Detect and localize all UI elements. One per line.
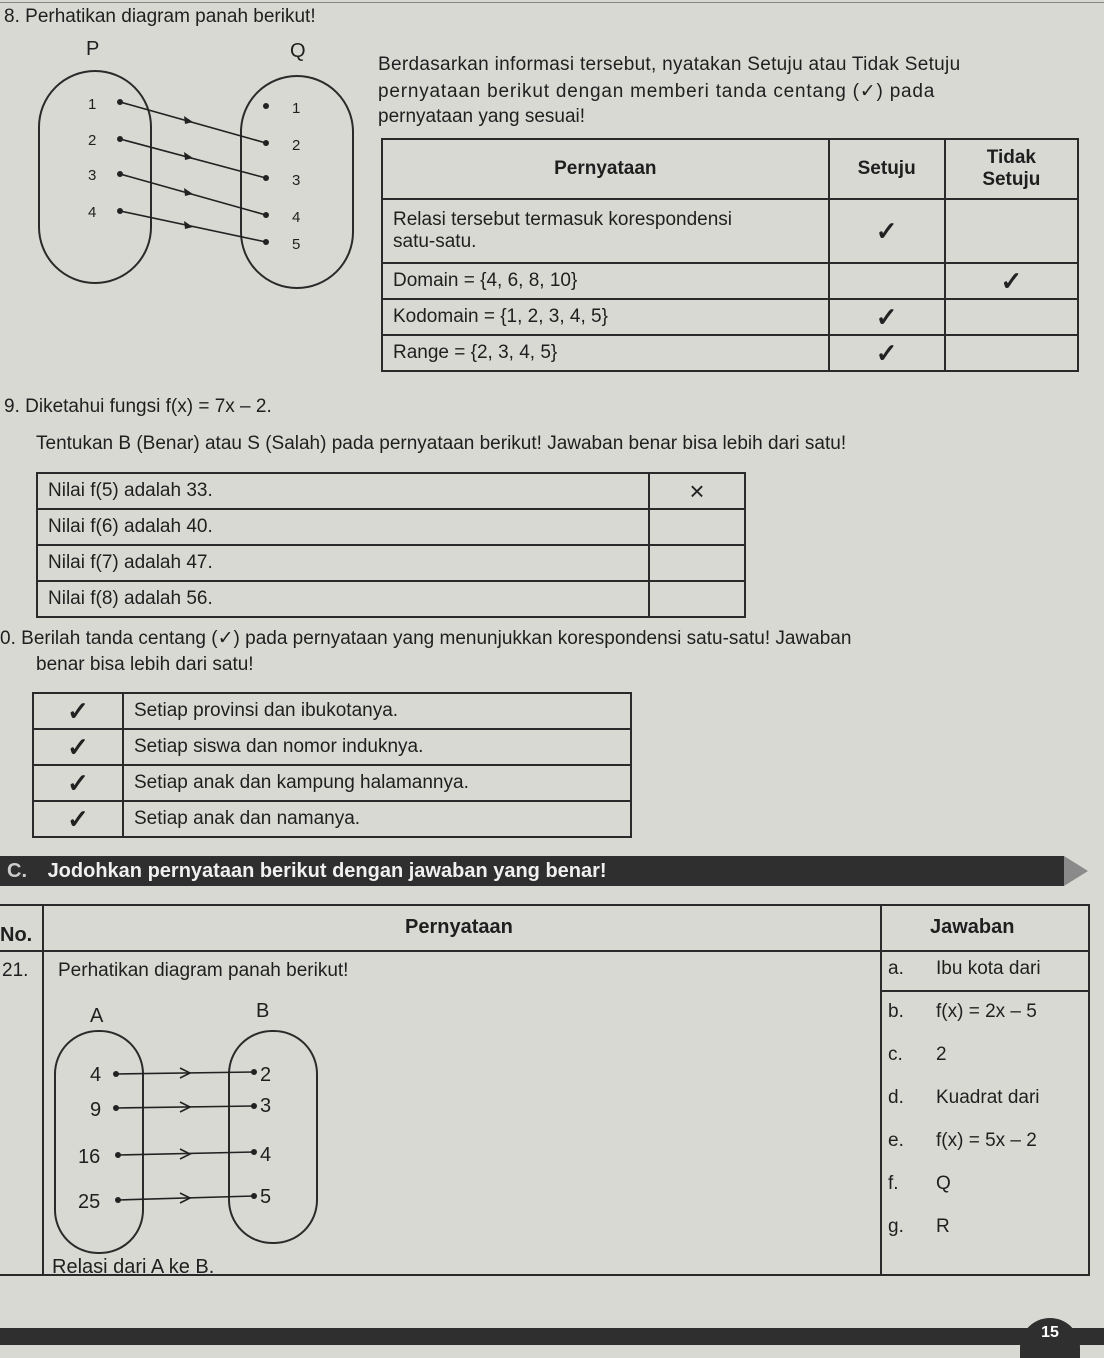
q-value-5: 5 — [292, 236, 301, 253]
table-row — [33, 765, 631, 801]
answer-f-text: Q — [936, 1173, 951, 1194]
q9-row1-answer-cell[interactable]: × — [649, 473, 745, 509]
table-row — [37, 581, 745, 617]
q9-heading — [4, 396, 272, 418]
q8-header-pernyataan: Pernyataan — [382, 139, 829, 199]
q-value-3: 3 — [292, 172, 301, 189]
b-value-3: 4 — [260, 1144, 272, 1166]
page-footer-bar — [0, 1328, 1104, 1345]
answer-e-text: f(x) = 5x – 2 — [936, 1130, 1037, 1151]
q8-row3-setuju-cell[interactable]: ✓ — [829, 299, 945, 335]
set-a-label: A — [90, 1005, 104, 1027]
q-value-4: 4 — [292, 209, 301, 226]
table-row — [37, 545, 745, 581]
q8-arrows — [0, 0, 360, 300]
q8-instruction-line3: pernyataan yang sesuai! — [378, 106, 586, 127]
banner-arrow-icon — [1064, 856, 1088, 886]
b-value-4: 5 — [260, 1186, 272, 1208]
match-top-border — [0, 904, 1090, 906]
q8-row4-setuju-cell[interactable]: ✓ — [829, 335, 945, 371]
q8-instruction-line1: Berdasarkan informasi tersebut, nyatakan Setuju atau Tidak Setuju — [378, 54, 961, 75]
answer-e[interactable] — [888, 1130, 1037, 1152]
answer-d-letter: d. — [888, 1087, 904, 1108]
match-header-no: No. — [0, 924, 33, 946]
answer-d[interactable] — [888, 1087, 1040, 1109]
q10-number: 0. — [0, 628, 16, 649]
section-c-letter: C. — [7, 860, 27, 882]
q9-row2-statement: Nilai f(6) adalah 40. — [37, 509, 649, 545]
set-q-label: Q — [290, 40, 306, 62]
answer-a-letter: a. — [888, 958, 904, 979]
q10-row1-check-cell[interactable]: ✓ — [33, 693, 123, 729]
answer-b-letter: b. — [888, 1001, 904, 1022]
answer-c-letter: c. — [888, 1044, 903, 1065]
q8-row2-statement: Domain = {4, 6, 8, 10} — [382, 263, 829, 299]
answer-divider — [882, 990, 1088, 992]
q8-number: 8. — [4, 6, 20, 27]
arrow-4-5 — [120, 211, 266, 242]
arrow-3-4 — [120, 174, 266, 215]
q9-row3-answer-cell[interactable] — [649, 545, 745, 581]
arrow-1-2 — [120, 102, 266, 143]
arrow-4-2 — [116, 1072, 254, 1074]
p-value-1: 1 — [88, 96, 97, 113]
q8-row1-line2: satu-satu. — [393, 231, 477, 252]
section-c-banner — [0, 856, 1064, 886]
q9-row4-answer-cell[interactable] — [649, 581, 745, 617]
answer-a[interactable] — [888, 958, 1041, 980]
q8-header-setuju: Setuju — [829, 139, 945, 199]
match-header-border — [0, 950, 1090, 952]
table-row — [37, 509, 745, 545]
q10-row4-statement: Setiap anak dan namanya. — [123, 801, 631, 837]
answer-f[interactable] — [888, 1173, 951, 1195]
q21-prompt: Perhatikan diagram panah berikut! — [58, 960, 349, 981]
answer-b-text: f(x) = 2x – 5 — [936, 1001, 1037, 1022]
table-row — [382, 199, 1078, 263]
q10-row3-check-cell[interactable]: ✓ — [33, 765, 123, 801]
q9-table — [36, 472, 746, 618]
q8-row1-setuju-cell[interactable]: ✓ — [829, 199, 945, 263]
q8-header-setuju-2: Setuju — [982, 169, 1041, 190]
q8-header-tidak: Tidak — [986, 147, 1036, 168]
answer-e-letter: e. — [888, 1130, 904, 1151]
q8-row1-tidak-cell[interactable] — [945, 199, 1078, 263]
q-value-2: 2 — [292, 137, 301, 154]
q8-row3-tidak-cell[interactable] — [945, 299, 1078, 335]
a-value-3: 16 — [78, 1146, 101, 1168]
answer-b[interactable] — [888, 1001, 1037, 1023]
answer-g-text: R — [936, 1216, 950, 1237]
q8-row4-tidak-cell[interactable] — [945, 335, 1078, 371]
q8-row1-line1: Relasi tersebut termasuk korespondensi — [393, 209, 733, 230]
q8-instruction-line2: pernyataan berikut dengan memberi tanda centang (✓) pada — [378, 81, 936, 102]
table-row — [33, 801, 631, 837]
p-value-4: 4 — [88, 204, 97, 221]
b-value-1: 2 — [260, 1064, 272, 1086]
table-row — [33, 729, 631, 765]
answer-g[interactable] — [888, 1216, 950, 1238]
q21-number: 21. — [2, 960, 29, 981]
section-c-title: Jodohkan pernyataan berikut dengan jawaban yang benar! — [47, 860, 607, 882]
q10-row4-check-cell[interactable]: ✓ — [33, 801, 123, 837]
q9-row1-statement: Nilai f(5) adalah 33. — [37, 473, 649, 509]
arrow-9-3 — [116, 1106, 254, 1108]
q10-table — [32, 692, 632, 838]
a-value-1: 4 — [90, 1064, 102, 1086]
q9-instruction: Tentukan B (Benar) atau S (Salah) pada pernyataan berikut! Jawaban benar bisa lebih dari satu! — [36, 433, 847, 454]
q8-row3-statement: Kodomain = {1, 2, 3, 4, 5} — [382, 299, 829, 335]
answer-f-letter: f. — [888, 1173, 899, 1194]
answer-c[interactable] — [888, 1044, 947, 1066]
q-value-1: 1 — [292, 100, 301, 117]
table-row — [37, 473, 745, 509]
a-value-4: 25 — [78, 1191, 101, 1213]
q10-line2: benar bisa lebih dari satu! — [36, 654, 254, 675]
q8-row2-setuju-cell[interactable] — [829, 263, 945, 299]
table-row — [382, 335, 1078, 371]
match-col-divider-2 — [880, 904, 882, 1276]
answer-d-text: Kuadrat dari — [936, 1087, 1040, 1108]
q8-prompt: Perhatikan diagram panah berikut! — [25, 6, 316, 27]
page-number: 15 — [1020, 1318, 1080, 1358]
match-header-pernyataan: Pernyataan — [405, 916, 513, 938]
arrow-2-3 — [120, 139, 266, 178]
q10-row2-statement: Setiap siswa dan nomor induknya. — [123, 729, 631, 765]
q8-row4-statement: Range = {2, 3, 4, 5} — [382, 335, 829, 371]
q10-row2-check-cell[interactable]: ✓ — [33, 729, 123, 765]
q8-row2-tidak-cell[interactable]: ✓ — [945, 263, 1078, 299]
answer-c-text: 2 — [936, 1044, 947, 1065]
q10-line1 — [0, 627, 851, 650]
match-header-jawaban: Jawaban — [930, 916, 1015, 938]
q10-row1-statement: Setiap provinsi dan ibukotanya. — [123, 693, 631, 729]
arrowhead-4 — [184, 221, 193, 229]
q10-row3-statement: Setiap anak dan kampung halamannya. — [123, 765, 631, 801]
q8-table — [381, 138, 1079, 372]
table-row — [382, 299, 1078, 335]
q8-header-tidak-setuju — [945, 139, 1078, 199]
q9-row3-statement: Nilai f(7) adalah 47. — [37, 545, 649, 581]
p-value-3: 3 — [88, 167, 97, 184]
set-p-label: P — [86, 38, 100, 60]
q-dot-1 — [263, 103, 269, 109]
p-value-2: 2 — [88, 132, 97, 149]
q9-prompt: Diketahui fungsi f(x) = 7x – 2. — [25, 396, 272, 417]
table-row — [33, 693, 631, 729]
q10-line1-text: Berilah tanda centang (✓) pada pernyataan yang menunjukkan korespondensi satu-satu! Jawaban — [21, 628, 852, 649]
q21-arrows — [0, 1000, 340, 1260]
set-b-label: B — [256, 1000, 270, 1022]
q9-row2-answer-cell[interactable] — [649, 509, 745, 545]
answer-a-text: Ibu kota dari — [936, 958, 1041, 979]
a-value-2: 9 — [90, 1099, 102, 1121]
match-right-border — [1088, 904, 1090, 1276]
q8-row1-statement — [382, 199, 829, 263]
q8-table-header-row — [382, 139, 1078, 199]
b-value-2: 3 — [260, 1095, 272, 1117]
q9-number: 9. — [4, 396, 20, 417]
relasi-caption: Relasi dari A ke B. — [52, 1256, 215, 1278]
table-row — [382, 263, 1078, 299]
answer-g-letter: g. — [888, 1216, 904, 1237]
q9-row4-statement: Nilai f(8) adalah 56. — [37, 581, 649, 617]
